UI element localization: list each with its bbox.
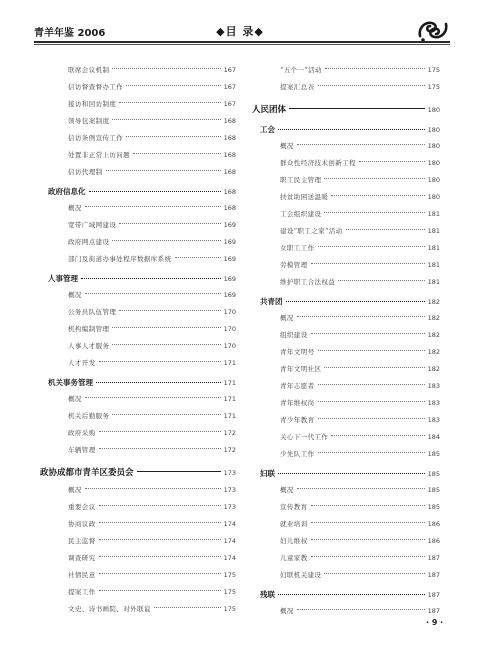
toc-entry-title: 信访条例宣传工作: [68, 134, 124, 142]
toc-entry-page: 187: [427, 591, 440, 599]
toc-entry: [40, 321, 236, 338]
toc-entry: [40, 425, 236, 442]
toc-entry: [40, 287, 236, 304]
toc-entry: [40, 217, 236, 234]
toc-entry: [252, 172, 440, 189]
dot-leader: [318, 246, 425, 247]
toc-entry: [40, 164, 236, 181]
toc-entry-page: 173: [223, 503, 236, 511]
toc-entry: [252, 344, 440, 361]
toc-entry: [40, 567, 236, 584]
toc-entry: [40, 79, 236, 96]
toc-entry-page: 184: [427, 433, 440, 441]
dot-leader: [119, 310, 220, 311]
toc-entry-title: 人民团体: [252, 105, 287, 115]
toc-entry: [40, 147, 236, 164]
toc-entry: [40, 391, 236, 408]
dot-leader: [112, 344, 220, 345]
toc-entry-page: 182: [427, 298, 440, 306]
toc-entry-page: 171: [223, 379, 236, 387]
toc-entry-title: 人事人才服务: [68, 342, 110, 350]
toc-entry-title: 联席会议机制: [68, 66, 110, 74]
toc-entry-title: 概况: [280, 607, 294, 615]
dot-leader: [175, 257, 221, 258]
dot-leader: [99, 590, 221, 591]
toc-entry-page: 187: [427, 607, 440, 615]
toc-entry-page: 180: [427, 193, 440, 201]
toc-entry-title: 建设“职工之家”活动: [280, 227, 343, 235]
toc-entry: [40, 251, 236, 268]
toc-entry: [252, 274, 440, 291]
toc-entry-title: 儿童家教: [280, 554, 308, 562]
toc-entry: [40, 200, 236, 217]
toc-entry-page: 181: [427, 244, 440, 252]
toc-entry: [40, 550, 236, 567]
toc-entry-page: 185: [427, 450, 440, 458]
toc-entry-title: 处置非正常上访问题: [68, 151, 131, 159]
toc-entry-title: 公务员队伍管理: [68, 308, 117, 316]
dot-leader: [318, 452, 425, 453]
toc-entry: [252, 533, 440, 550]
toc-entry: [252, 603, 440, 620]
dot-leader: [112, 68, 220, 69]
toc-entry-page: 170: [223, 308, 236, 316]
dot-leader: [89, 191, 221, 192]
toc-entry-title: 宽带广域网建设: [68, 221, 117, 229]
toc-entry: [40, 601, 236, 618]
toc-entry-page: 167: [223, 66, 236, 74]
toc-entry-title: 青年维权岗: [280, 399, 315, 407]
toc-entry-page: 168: [223, 117, 236, 125]
dot-leader: [112, 327, 220, 328]
toc-entry-page: 172: [223, 429, 236, 437]
dot-leader: [119, 223, 220, 224]
toc-entry: [40, 482, 236, 499]
dot-leader: [278, 594, 425, 595]
dot-leader: [318, 384, 425, 385]
toc-entry-title: 维护职工合法权益: [280, 278, 336, 286]
toc-entry-page: 181: [427, 261, 440, 269]
dot-leader: [311, 556, 425, 557]
toc-entry-title: 人才开发: [68, 359, 96, 367]
toc-entry: [252, 516, 440, 533]
toc-entry-page: 186: [427, 520, 440, 528]
toc-entry-page: 175: [223, 605, 236, 613]
toc-entry-title: 社情民意: [68, 571, 96, 579]
dot-leader: [324, 178, 424, 179]
toc-entry-page: 172: [223, 446, 236, 454]
toc-entry: [252, 567, 440, 584]
dot-leader: [133, 153, 220, 154]
toc-entry-title: 人事管理: [48, 274, 78, 283]
toc-entry-title: 妇联: [260, 469, 275, 478]
dot-leader: [99, 505, 221, 506]
toc-entry-page: 168: [223, 168, 236, 176]
toc-entry-page: 182: [427, 314, 440, 322]
toc-entry-page: 180: [427, 106, 440, 114]
dot-leader: [359, 161, 425, 162]
dot-leader: [85, 206, 221, 207]
toc-entry-page: 174: [223, 554, 236, 562]
dot-leader: [137, 471, 221, 472]
toc-entry-title: 宣传教育: [280, 503, 308, 511]
toc-entry: [252, 446, 440, 463]
toc-entry-title: 组织建设: [280, 331, 308, 339]
toc-entry-title: 妇儿维权: [280, 537, 308, 545]
toc-entry-page: 170: [223, 325, 236, 333]
toc-entry-page: 185: [427, 470, 440, 478]
header-rule-thin: [34, 44, 450, 45]
dot-leader: [99, 361, 221, 362]
toc-entry-title: 政府采购: [68, 429, 96, 437]
toc-entry: [40, 113, 236, 130]
dot-leader: [297, 316, 425, 317]
dot-leader: [99, 539, 221, 540]
toc-entry-page: 183: [427, 416, 440, 424]
dot-leader: [154, 607, 221, 608]
toc-entry-page: 175: [223, 588, 236, 596]
dot-leader: [325, 68, 425, 69]
toc-entry-page: 171: [223, 412, 236, 420]
toc-entry-page: 175: [427, 66, 440, 74]
toc-entry-title: 信访代理制: [68, 168, 103, 176]
toc-entry: [40, 62, 236, 79]
toc-entry-page: 185: [427, 503, 440, 511]
toc-entry: [40, 533, 236, 550]
dot-leader: [112, 414, 220, 415]
toc-entry-page: 170: [223, 342, 236, 350]
toc-entry-page: 174: [223, 537, 236, 545]
dot-leader: [126, 136, 220, 137]
toc-entry-title: 政府网点建设: [68, 238, 110, 246]
toc-entry-title: 职工民主管理: [280, 176, 322, 184]
toc-entry-title: 概况: [280, 142, 294, 150]
toc-entry: [40, 499, 236, 516]
toc-entry: [40, 408, 236, 425]
toc-entry-page: 187: [427, 554, 440, 562]
dot-leader: [286, 301, 425, 302]
dot-leader: [318, 418, 425, 419]
toc-section-heading: [252, 102, 440, 119]
dot-leader: [297, 144, 425, 145]
toc-entry: [252, 550, 440, 567]
toc-subsection-heading: [252, 293, 440, 310]
toc-entry-page: 185: [427, 486, 440, 494]
toc-entry-page: 180: [427, 159, 440, 167]
toc-entry-title: 部门及街道办事处程序数据库系统: [68, 255, 172, 263]
dot-leader: [297, 609, 425, 610]
toc-entry-title: 机构编制管理: [68, 325, 110, 333]
toc-entry-title: 扶贫助困送温暖: [280, 193, 329, 201]
toc-entry-title: 妇联机关建设: [280, 571, 322, 579]
toc-entry-page: 182: [427, 365, 440, 373]
dot-leader: [297, 488, 425, 489]
toc-entry-title: 协商议政: [68, 520, 96, 528]
toc-entry-title: 青年文明号: [280, 348, 315, 356]
dot-leader: [324, 367, 424, 368]
dot-leader: [318, 350, 425, 351]
toc-entry-title: 调查研究: [68, 554, 96, 562]
toc-entry: [252, 138, 440, 155]
toc-entry: [252, 223, 440, 240]
toc-entry-page: 167: [223, 83, 236, 91]
dot-leader: [318, 85, 425, 86]
dot-leader: [278, 473, 425, 474]
toc-entry-page: 171: [223, 359, 236, 367]
toc-entry-title: 劳模管理: [280, 261, 308, 269]
toc-entry-title: 民主监督: [68, 537, 96, 545]
toc-entry-title: 青年志愿者: [280, 382, 315, 390]
dot-leader: [112, 240, 220, 241]
dot-leader: [85, 293, 221, 294]
dot-leader: [85, 397, 221, 398]
toc-entry: [40, 516, 236, 533]
toc-entry-page: 169: [223, 221, 236, 229]
toc-entry-title: 概况: [280, 314, 294, 322]
toc-entry-page: 182: [427, 348, 440, 356]
toc-entry-page: 175: [223, 571, 236, 579]
toc-entry-title: 概况: [68, 204, 82, 212]
toc-entry-page: 182: [427, 331, 440, 339]
toc-entry-page: 181: [427, 227, 440, 235]
toc-entry-page: 174: [223, 520, 236, 528]
toc-entry: [40, 355, 236, 372]
toc-entry-page: 181: [427, 278, 440, 286]
dot-leader: [324, 212, 424, 213]
dot-leader: [324, 573, 424, 574]
toc-entry-title: 女职工工作: [280, 244, 315, 252]
toc-entry-title: 青年文明社区: [280, 365, 322, 373]
toc-entry-title: 文史、诗书画院、对外联谊: [68, 605, 151, 613]
toc-entry-page: 180: [427, 126, 440, 134]
toc-entry-page: 168: [223, 188, 236, 196]
toc-entry-page: 169: [223, 255, 236, 263]
dot-leader: [99, 573, 221, 574]
dot-leader: [119, 102, 220, 103]
toc-entry-title: 工会组织建设: [280, 210, 322, 218]
toc-entry-title: 提案汇总表: [280, 83, 315, 91]
toc-entry-title: 机关后勤服务: [68, 412, 110, 420]
dot-leader: [311, 539, 425, 540]
toc-entry-page: 175: [427, 83, 440, 91]
toc-entry-title: 工会: [260, 125, 275, 134]
toc-entry: [252, 79, 440, 96]
toc-entry: [40, 338, 236, 355]
toc-entry-title: 概况: [68, 291, 82, 299]
toc-entry-title: 概况: [68, 395, 82, 403]
toc-entry: [252, 499, 440, 516]
toc-entry: [252, 412, 440, 429]
toc-subsection-heading: [252, 586, 440, 603]
page-number: · 9 ·: [426, 618, 444, 627]
toc-entry-page: 167: [223, 100, 236, 108]
dot-leader: [311, 505, 425, 506]
dot-leader: [346, 229, 425, 230]
page-header: [0, 0, 480, 58]
toc-entry-page: 181: [427, 210, 440, 218]
toc-entry: [252, 257, 440, 274]
dot-leader: [126, 85, 220, 86]
toc-entry-title: 就业培训: [280, 520, 308, 528]
toc-subsection-heading: [252, 465, 440, 482]
toc-entry: [252, 361, 440, 378]
toc-entry-page: 187: [427, 571, 440, 579]
toc-entry-page: 168: [223, 204, 236, 212]
toc-entry-page: 183: [427, 399, 440, 407]
toc-entry-title: 群众性经济技术创新工程: [280, 159, 356, 167]
toc-entry: [252, 240, 440, 257]
dot-leader: [278, 129, 425, 130]
toc-entry-page: 169: [223, 238, 236, 246]
toc-right-column: [252, 62, 440, 620]
toc-entry: [252, 378, 440, 395]
toc-entry-title: 青少年教育: [280, 416, 315, 424]
toc-entry-title: 政府信息化: [48, 187, 86, 196]
toc-entry-title: 重要会议: [68, 503, 96, 511]
toc-entry: [252, 395, 440, 412]
toc-entry: [40, 96, 236, 113]
dot-leader: [106, 170, 221, 171]
toc-subsection-heading: [40, 374, 236, 391]
toc-entry-title: 少先队工作: [280, 450, 315, 458]
dot-leader: [311, 333, 425, 334]
toc-entry: [252, 327, 440, 344]
toc-entry-title: 领导包案制度: [68, 117, 110, 125]
toc-entry-page: 171: [223, 395, 236, 403]
toc-entry-title: 机关事务管理: [48, 378, 93, 387]
toc-entry-page: 173: [223, 486, 236, 494]
book-title: 青羊年鉴 2006: [34, 28, 106, 39]
toc-subsection-heading: [252, 121, 440, 138]
toc-subsection-heading: [40, 270, 236, 287]
toc-entry: [252, 206, 440, 223]
dot-leader: [331, 195, 424, 196]
toc-subsection-heading: [40, 183, 236, 200]
toc-entry-page: 180: [427, 176, 440, 184]
dot-leader: [112, 119, 220, 120]
toc-entry: [252, 310, 440, 327]
toc-entry-title: 信访督查督办工作: [68, 83, 124, 91]
toc-entry-page: 173: [223, 469, 236, 477]
toc-entry: [40, 584, 236, 601]
toc-entry: [252, 429, 440, 446]
header-rule-thick: [34, 41, 450, 43]
toc-entry-page: 168: [223, 134, 236, 142]
toc-entry: [40, 442, 236, 459]
toc-title: ◆目 录◆: [216, 25, 264, 38]
toc-entry-title: 政协成都市青羊区委员会: [40, 468, 134, 478]
toc-entry-title: 概况: [280, 486, 294, 494]
toc-left-column: [40, 62, 236, 618]
dot-leader: [331, 435, 424, 436]
dot-leader: [96, 382, 221, 383]
dot-leader: [311, 263, 425, 264]
toc-entry: [40, 234, 236, 251]
toc-entry-title: 接访和回访制度: [68, 100, 117, 108]
toc-entry-title: 残联: [260, 590, 275, 599]
toc-entry-page: 183: [427, 382, 440, 390]
toc-entry-title: 概况: [68, 486, 82, 494]
toc-entry: [40, 304, 236, 321]
dot-leader: [99, 448, 221, 449]
toc-entry-page: 169: [223, 291, 236, 299]
dot-leader: [289, 108, 425, 109]
toc-entry: [252, 155, 440, 172]
toc-entry-title: 关心下一代工作: [280, 433, 329, 441]
toc-entry-page: 186: [427, 537, 440, 545]
toc-entry-title: “五个一”活动: [280, 66, 322, 74]
dot-leader: [81, 278, 221, 279]
toc-entry-title: 车辆管理: [68, 446, 96, 454]
toc-entry: [40, 130, 236, 147]
toc-entry-title: 提案工作: [68, 588, 96, 596]
toc-entry: [252, 189, 440, 206]
dot-leader: [85, 488, 221, 489]
dot-leader: [99, 556, 221, 557]
toc-section-heading: [40, 465, 236, 482]
toc-entry-page: 168: [223, 151, 236, 159]
toc-entry: [252, 482, 440, 499]
dot-leader: [99, 431, 221, 432]
toc-entry: [252, 62, 440, 79]
dot-leader: [338, 280, 424, 281]
toc-entry-page: 180: [427, 142, 440, 150]
dot-leader: [311, 522, 425, 523]
dot-leader: [99, 522, 221, 523]
toc-entry-page: 169: [223, 275, 236, 283]
dot-leader: [318, 401, 425, 402]
toc-entry-title: 共青团: [260, 297, 283, 306]
